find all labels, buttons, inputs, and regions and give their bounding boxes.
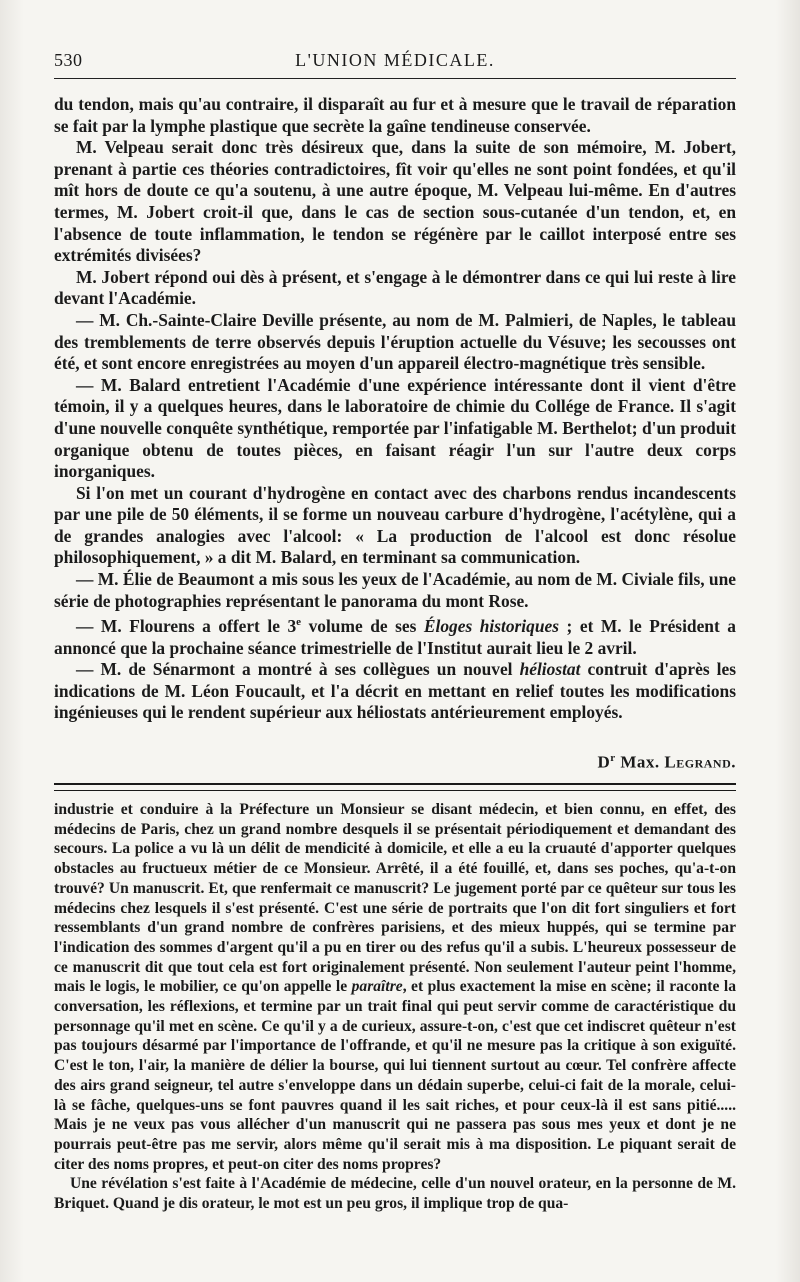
flourens-book-title: Éloges historiques bbox=[423, 616, 559, 637]
author-signature bbox=[54, 752, 736, 773]
feuilleton-paragraph-2: Une révélation s'est faite à l'Académie de médecine, celle d'un nouvel orateur, en la personne de M. Briquet. Quand je dis orateur, le mot est un peu gros, il implique trop de qua- bbox=[54, 1175, 736, 1213]
flourens-text-mid: volume de ses bbox=[301, 616, 424, 637]
senarmont-text-before: — M. de Sénarmont a montré à ses collègues un nouvel bbox=[76, 659, 520, 680]
feuilleton-separator bbox=[54, 783, 736, 791]
flourens-text-before: — M. Flourens a offert le 3 bbox=[76, 616, 297, 637]
header-rule bbox=[54, 78, 736, 79]
paragraph-hydrogene: Si l'on met un courant d'hydrogène en contact avec des charbons rendus incandescents par une pile de 50 éléments, il se forme un nouveau carbure d'hydrogène, l'acétylène, qui a de grandes analogies avec l'alcool: « La production de l'alcool est donc résolue philosophiquement, » a dit M. Balard, en terminant sa communication. bbox=[54, 482, 736, 568]
flourens-superscript: e bbox=[296, 616, 302, 629]
feuilleton-text bbox=[54, 800, 736, 1214]
signature-prefix: D bbox=[597, 752, 611, 772]
page-header bbox=[54, 50, 736, 76]
signature-superscript: r bbox=[610, 752, 616, 764]
paragraph-deville: — M. Ch.-Sainte-Claire Deville présente, au nom de M. Palmieri, de Naples, le tableau des tremblements de terre observés depuis l'éruption actuelle du Vésuve; les secousses ont été, et sont encore enregistrées au moyen d'un appareil électro-magnétique très sensible. bbox=[54, 309, 736, 374]
paragraph-velpeau: M. Velpeau serait donc très désireux que, dans la suite de son mémoire, M. Jobert, prenant à partie ces théories contradictoires, fît voir qu'elles ne sont point fondées, et qu'il mît hors de doute ce qu'a soutenu, à une autre époque, M. Velpeau lui-même. En d'autres termes, M. Jobert croit-il que, dans le cas de section sous-cutanée d'un tendon, et, en l'absence de toute inflammation, le tendon se régénère par le caillot interposé entre ses extrémités divisées? bbox=[54, 137, 736, 266]
paragraph-flourens bbox=[54, 612, 736, 659]
feuilleton-p1-italic: paraître bbox=[351, 978, 403, 996]
running-title: L'UNION MÉDICALE. bbox=[295, 50, 495, 70]
paragraph-tendon-end: du tendon, mais qu'au contraire, il disparaît au fur et à mesure que le travail de réparation se fait par la lymphe plastique que secrète la gaîne tendineuse conservée. bbox=[54, 94, 736, 136]
paragraph-jobert-reply: M. Jobert répond oui dès à présent, et s'engage à le démontrer dans ce qui lui reste à lire devant l'Académie. bbox=[54, 266, 736, 309]
senarmont-text-after: contruit d'après les indications de M. Léon Foucault, et l'a décrit en mettant en relief toutes les modifications ingénieuses qui le rendent supérieur aux héliostats antérieurement employés. bbox=[54, 659, 736, 723]
flourens-text-after: ; et M. le Président a annoncé que la prochaine séance trimestrielle de l'Institut aurait lieu le 2 avril. bbox=[54, 616, 736, 658]
paragraph-balard: — M. Balard entretient l'Académie d'une expérience intéressante dont il vient d'être témoin, il y a quelques heures, dans le laboratoire de chimie du Collége de France. Il s'agit d'une nouvelle conquête synthétique, remportée par l'infatigable M. Berthelot; d'un produit organique obtenu de toutes pièces, en faisant réagir l'un sur l'autre deux corps inorganiques. bbox=[54, 374, 736, 482]
feuilleton-p1-before: industrie et conduire à la Préfecture un Monsieur se disant médecin, et bien connu, en effet, des médecins de Paris, chez un grand nombre desquels il se présentait périodiquement et demandant des secours. La police a vu là un délit de mendicité à domicile, et elle a eu la cruauté d'apporter quelques obstacles au fructueux métier de ce Monsieur. Arrêté, il a été fouillé, et, dans ses poches, qu'a-t-on trouvé? Un manuscrit. Et, que renfermait ce manuscrit? Le jugement porté par ce quêteur sur tous les médecins chez lesquels il s'est présenté. C'est une série de portraits que l'on dit fort singuliers et fort ressemblants d'un grand nombre de confrères parisiens, et des mieux huppés, qui se termine par l'indication des sommes d'argent qu'il a pu en tirer ou des refus qu'il a subis. L'heureux possesseur de ce manuscrit dit que tout cela est fort originalement présenté. Non seulement l'auteur peint l'homme, mais le logis, le mobilier, ce qu'on appelle le bbox=[54, 801, 736, 996]
feuilleton-paragraph-1 bbox=[54, 800, 736, 1174]
signature-last-name: Legrand. bbox=[664, 752, 736, 772]
senarmont-italic-word: héliostat bbox=[519, 659, 581, 680]
page-number: 530 bbox=[54, 50, 83, 70]
main-text bbox=[54, 94, 736, 724]
feuilleton-p1-after: , et plus exactement la mise en scène; il raconte la conversation, les réflexions, et termine par un trait final qui peut servir comme de caractéristique du personnage qu'il met en scène. Ce qu'il y a de curieux, assure-t-on, c'est que cet indiscret quêteur n'est pas toujours désarmé par l'importance de l'offrande, et qu'il ne mesure pas la critique à son exiguïté. C'est le ton, l'air, la manière de délier la bourse, qui lui tiennent surtout au cœur. Tel confrère affecte des airs grand seigneur, tel autre s'enveloppe dans un dédain superbe, celui-ci fait de la morale, celui-là se fâche, quelques-uns se font pauvres quand il les sait riches, et pour ceux-là il est sans pitié..... Mais je ne veux pas vous allécher d'un manuscrit qui ne passera pas sous mes yeux et dont je ne pourrais peut-être pas me servir, alors même qu'il serait mis à ma disposition. Le piquant serait de citer des noms propres, et peut-on citer des noms propres? bbox=[54, 978, 736, 1173]
paragraph-senarmont bbox=[54, 659, 736, 724]
signature-first-name: Max. bbox=[615, 752, 665, 772]
paragraph-elie-de-beaumont: — M. Élie de Beaumont a mis sous les yeux de l'Académie, au nom de M. Civiale fils, une série de photographies représentant le panorama du mont Rose. bbox=[54, 569, 736, 611]
